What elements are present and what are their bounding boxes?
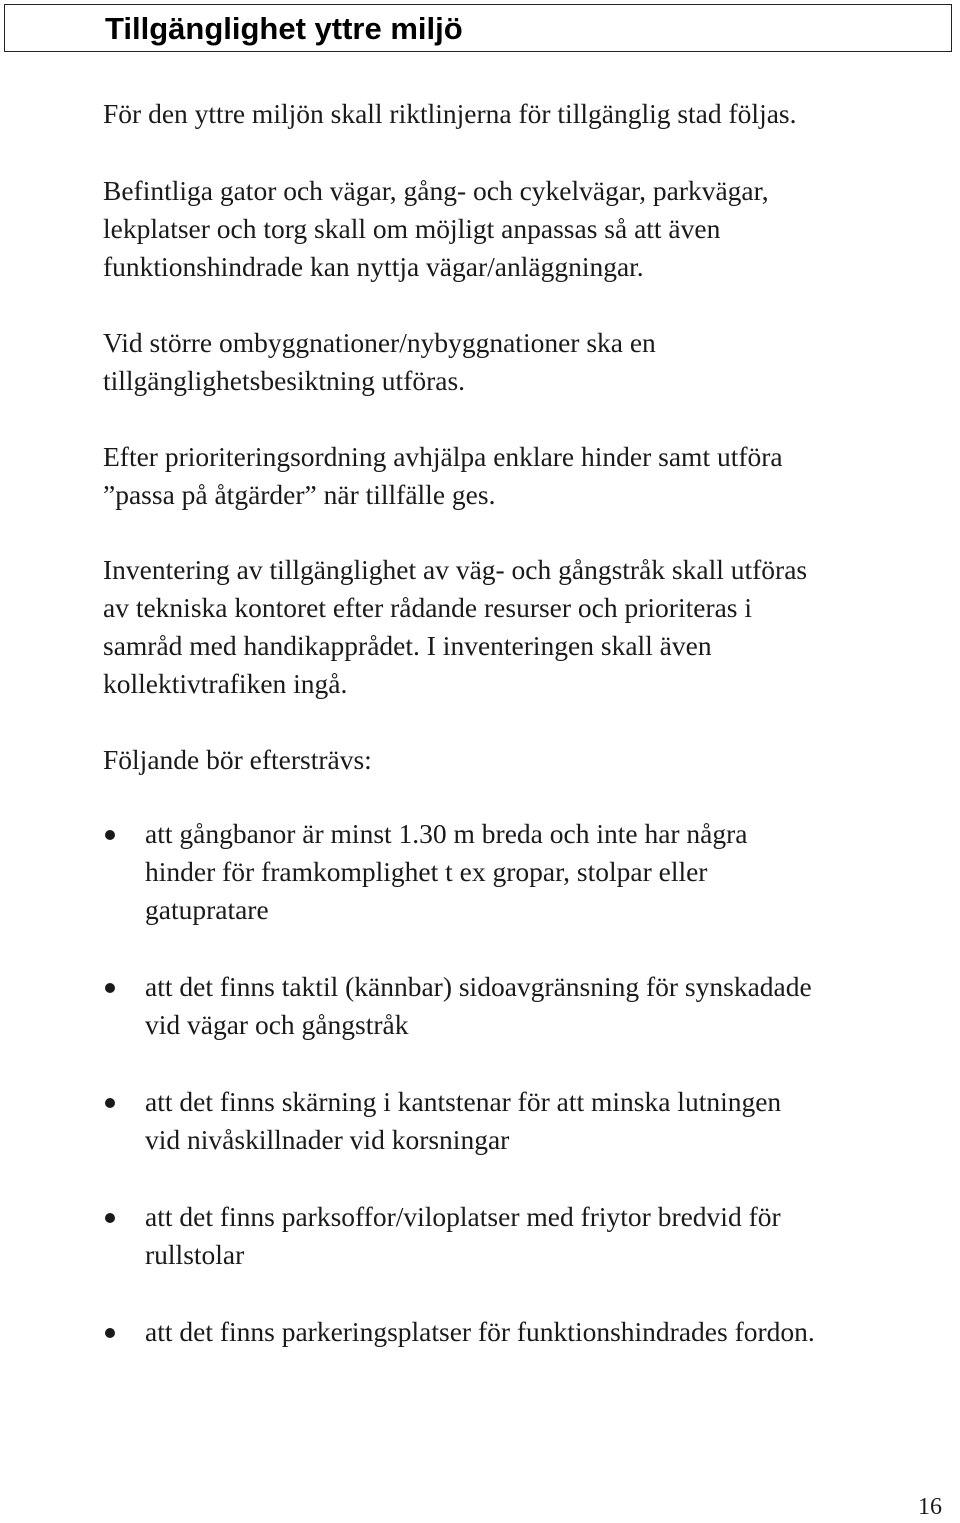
list-item-line: att gångbanor är minst 1.30 m breda och inte har några (145, 818, 748, 849)
paragraph-line: lekplatser och torg skall om möjligt anpassas så att även (103, 213, 721, 244)
paragraph-line: tillgänglighetsbesiktning utföras. (103, 365, 466, 396)
list-item (0, 815, 960, 929)
list-item-line: att det finns taktil (kännbar) sidoavgränsning för synskadade (145, 971, 812, 1002)
paragraph-line: Efter prioriteringsordning avhjälpa enklare hinder samt utföra (103, 441, 783, 472)
paragraph-line: Följande bör eftersträvs: (103, 744, 372, 775)
paragraph-line: Vid större ombyggnationer/nybyggnationer ska en (103, 327, 656, 358)
paragraph-line: samråd med handikapprådet. I inventeringen skall även (103, 630, 712, 661)
paragraph-line: ”passa på åtgärder” när tillfälle ges. (103, 479, 496, 510)
bullet-icon (105, 830, 115, 840)
list-item (0, 968, 960, 1044)
page-title: Tillgänglighet yttre miljö (105, 11, 463, 46)
paragraph-line: av tekniska kontoret efter rådande resurser och prioriteras i (103, 592, 753, 623)
bullet-icon (105, 1213, 115, 1223)
paragraph-priority (103, 438, 783, 514)
paragraph-intro (103, 95, 797, 133)
bullet-icon (105, 983, 115, 993)
paragraph-line: kollektivtrafiken ingå. (103, 668, 348, 699)
list-item-line: vid vägar och gångstråk (145, 1009, 409, 1040)
paragraph-inspection (103, 324, 656, 400)
paragraph-following (103, 741, 372, 779)
list-item (0, 1198, 960, 1274)
list-item-line: att det finns parkeringsplatser för funktionshindrades fordon. (145, 1316, 815, 1347)
bullet-icon (105, 1098, 115, 1108)
paragraph-line: För den yttre miljön skall riktlinjerna för tillgänglig stad följas. (103, 98, 797, 129)
list-item (0, 1313, 960, 1351)
bullet-list (0, 815, 960, 1390)
list-item-line: rullstolar (145, 1239, 245, 1270)
list-item-line: hinder för framkomplighet t ex gropar, stolpar eller (145, 856, 708, 887)
heading-box (4, 4, 952, 52)
paragraph-line: Befintliga gator och vägar, gång- och cykelvägar, parkvägar, (103, 175, 769, 206)
list-item-line: att det finns skärning i kantstenar för att minska lutningen (145, 1086, 782, 1117)
paragraph-existing-streets (103, 172, 769, 286)
paragraph-inventory (103, 551, 807, 703)
list-item (0, 1083, 960, 1159)
page-number: 16 (918, 1494, 942, 1520)
bullet-icon (105, 1328, 115, 1338)
list-item-line: gatupratare (145, 894, 269, 925)
list-item-line: att det finns parksoffor/viloplatser med friytor bredvid för (145, 1201, 781, 1232)
list-item-line: vid nivåskillnader vid korsningar (145, 1124, 510, 1155)
paragraph-line: Inventering av tillgänglighet av väg- och gångstråk skall utföras (103, 554, 808, 585)
paragraph-line: funktionshindrade kan nyttja vägar/anläggningar. (103, 251, 644, 282)
